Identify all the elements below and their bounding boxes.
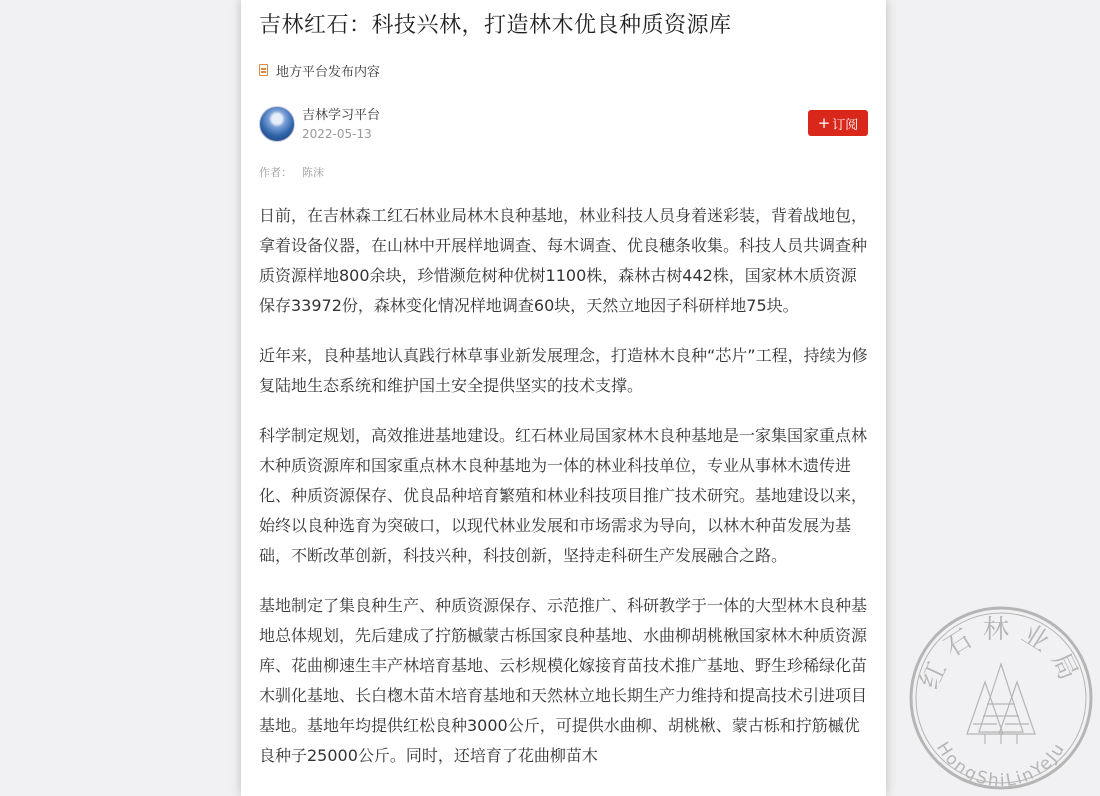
tree-icon	[967, 664, 1035, 744]
byline-name: 陈沫	[302, 166, 324, 179]
source-tag	[259, 61, 868, 79]
seal-text-bottom	[932, 739, 1070, 792]
article-body	[241, 0, 886, 771]
seal-text-top	[915, 615, 1088, 694]
author-row	[259, 104, 868, 144]
paragraph: 日前，在吉林森工红石林业局林木良种基地，林业科技人员身着迷彩装，背着战地包，拿着设备仪器，在山林中开展样地调查、每木调查、优良穗条收集。科技人员共调查种质资源样地800余块，珍惜濒危树种优树1100株，森林古树442株，国家林木质资源保存33972份，森林变化情况样地调查60块，天然立地因子科研样地75块。	[259, 206, 868, 315]
publish-date: 2022-05-13	[302, 126, 372, 141]
subscribe-label: 订阅	[832, 117, 859, 133]
article-card	[241, 0, 886, 796]
paragraph: 近年来，良种基地认真践行林草事业新发展理念，打造林木良种“芯片”工程，持续为修复陆地生态系统和维护国土安全提供坚实的技术支撑。	[259, 346, 868, 395]
article-title: 吉林红石：科技兴林，打造林木优良种质资源库	[259, 13, 732, 38]
source-label: 地方平台发布内容	[276, 64, 381, 80]
byline	[259, 165, 868, 181]
avatar[interactable]	[259, 106, 295, 142]
author-name[interactable]: 吉林学习平台	[302, 107, 381, 123]
document-icon	[259, 64, 268, 76]
seal-text-bottom-path: HongShiLinYeJu	[932, 738, 1070, 792]
author-meta	[302, 107, 380, 142]
plus-icon: +	[817, 113, 831, 132]
byline-label: 作者：	[259, 166, 292, 179]
seal-text-top-path: 红石林业局	[914, 615, 1088, 694]
paragraph: 基地制定了集良种生产、种质资源保存、示范推广、科研教学于一体的大型林木良种基地总体规划，先后建成了拧筋槭蒙古栎国家良种基地、水曲柳胡桃楸国家林木种质资源库、花曲柳速生丰产林培育基地、云杉规模化嫁接育苗技术推广基地、野生珍稀绿化苗木驯化基地、长白楤木苗木培育基地和天然林立地长期生产力维持和提高技术引进项目基地。基地年均提供红松良种3000公斤，可提供水曲柳、胡桃楸、蒙古栎和拧筋槭优良种子25000公斤。同时，还培育了花曲柳苗木	[259, 596, 868, 765]
subscribe-button[interactable]	[808, 110, 868, 136]
seal-watermark	[907, 604, 1095, 792]
paragraph: 科学制定规划，高效推进基地建设。红石林业局国家林木良种基地是一家集国家重点林木种质资源库和国家重点林木良种基地为一体的林业科技单位，专业从事林木遗传进化、种质资源保存、优良品种培育繁殖和林业科技项目推广技术研究。基地建设以来，始终以良种选育为突破口，以现代林业发展和市场需求为导向，以林木种苗发展为基础，不断改革创新，科技兴种，科技创新，坚持走科研生产发展融合之路。	[259, 426, 868, 565]
